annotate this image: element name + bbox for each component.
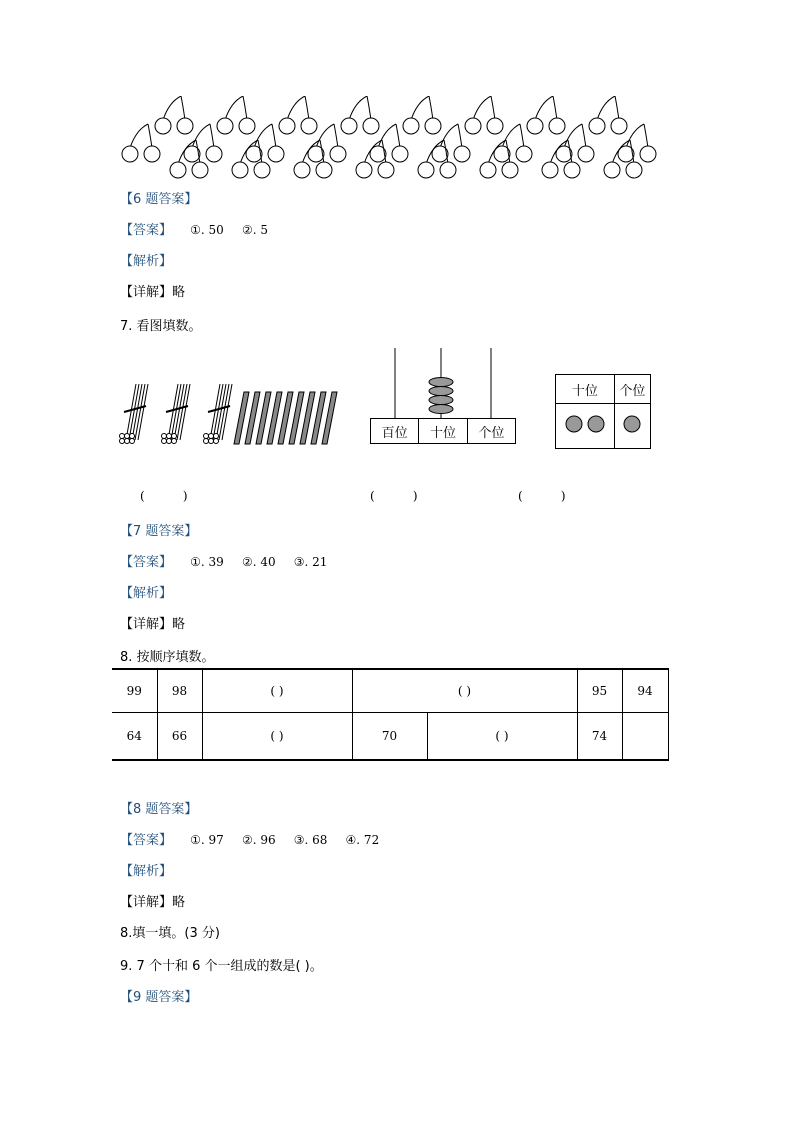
abacus-bead (429, 396, 453, 405)
cherry-pair (589, 96, 627, 134)
cherry-pair (465, 96, 503, 134)
table-cell: 66 (157, 713, 202, 761)
abacus-rods (370, 346, 516, 420)
q8-title: 8. 按顺序填数。 (120, 650, 215, 665)
table-cell-blank: ( ) (202, 669, 352, 713)
cherry-pair (217, 96, 255, 134)
q6-detail: 【详解】略 (120, 285, 186, 300)
q6-answer-1: ①. 50 (190, 223, 224, 237)
q8-detail: 【详解】略 (120, 895, 186, 910)
q8-answer-2: ②. 96 (241, 833, 276, 847)
q7-analysis-label: 【解析】 (120, 586, 173, 601)
q7-title: 7. 看图填数。 (120, 319, 202, 334)
table-cell: 70 (352, 713, 427, 761)
q7-answer-header: 【7 题答案】 (120, 524, 198, 539)
cherries-illustration (118, 96, 666, 182)
q9-answer-header: 【9 题答案】 (120, 990, 198, 1005)
table-cell (622, 713, 668, 761)
cherry-pair (527, 96, 565, 134)
chart-tens-cell (556, 404, 615, 449)
q6-answer-label: 【答案】 (120, 223, 173, 238)
table-cell: 95 (577, 669, 622, 713)
q7-answer-label: 【答案】 (120, 555, 173, 570)
q8-analysis-label: 【解析】 (120, 864, 173, 879)
q8-answer-label: 【答案】 (120, 833, 173, 848)
q7-detail: 【详解】略 (120, 617, 186, 632)
stick-bundle (204, 384, 233, 444)
q6-answer-2: ②. 5 (241, 223, 268, 237)
abacus-label-ones: 个位 (467, 419, 515, 444)
q7-answer-3: ③. 21 (293, 555, 328, 569)
abacus (370, 346, 516, 446)
q8-answer-row (120, 829, 379, 848)
q8-answer-4: ④. 72 (345, 833, 380, 847)
abacus-bead (429, 387, 453, 396)
q9-title: 9. 7 个十和 6 个一组成的数是( )。 (120, 959, 323, 974)
q8-answer-header: 【8 题答案】 (120, 802, 198, 817)
table-cell: 74 (577, 713, 622, 761)
tens-counters (563, 414, 607, 434)
cherry-pair (279, 96, 317, 134)
chart-ones-cell (614, 404, 650, 449)
q6-answer-row (120, 219, 268, 238)
q7-blank-3: ( ) (518, 489, 566, 503)
q8-answer-1: ①. 97 (190, 833, 224, 847)
q8-number-order-table (112, 668, 669, 761)
abacus-bead (429, 405, 453, 414)
sticks-bundles-illustration (112, 378, 342, 450)
abacus-place-labels (370, 418, 516, 444)
abacus-label-hundreds: 百位 (371, 419, 419, 444)
cherry-pair (341, 96, 379, 134)
chart-label-tens: 十位 (556, 375, 615, 404)
abacus-bead (429, 378, 453, 387)
table-row (112, 713, 668, 761)
stick-bundle (120, 384, 149, 444)
table-cell: 99 (112, 669, 157, 713)
place-value-chart (555, 374, 651, 449)
cherry-pair (155, 96, 193, 134)
table-cell: 64 (112, 713, 157, 761)
q7-blank-1: ( ) (140, 489, 188, 503)
q7-answer-1: ①. 39 (190, 555, 224, 569)
table-cell: 98 (157, 669, 202, 713)
cherry-pair (122, 124, 160, 162)
section-heading: 8.填一填。(3 分) (120, 926, 220, 941)
cherry-pair (403, 96, 441, 134)
stick-bundle (162, 384, 191, 444)
q7-blank-2: ( ) (370, 489, 418, 503)
table-cell-blank: ( ) (202, 713, 352, 761)
q8-answer-3: ③. 68 (293, 833, 328, 847)
chart-label-ones: 个位 (614, 375, 650, 404)
q6-analysis-label: 【解析】 (120, 254, 173, 269)
q6-answer-header: 【6 题答案】 (120, 192, 198, 207)
table-cell-blank: ( ) (427, 713, 577, 761)
table-row (112, 669, 668, 713)
q7-answer-2: ②. 40 (241, 555, 276, 569)
abacus-label-tens: 十位 (419, 419, 467, 444)
q7-answer-row (120, 551, 327, 570)
table-cell: 94 (622, 669, 668, 713)
table-cell-blank: ( ) (352, 669, 577, 713)
ones-counter (622, 414, 642, 434)
